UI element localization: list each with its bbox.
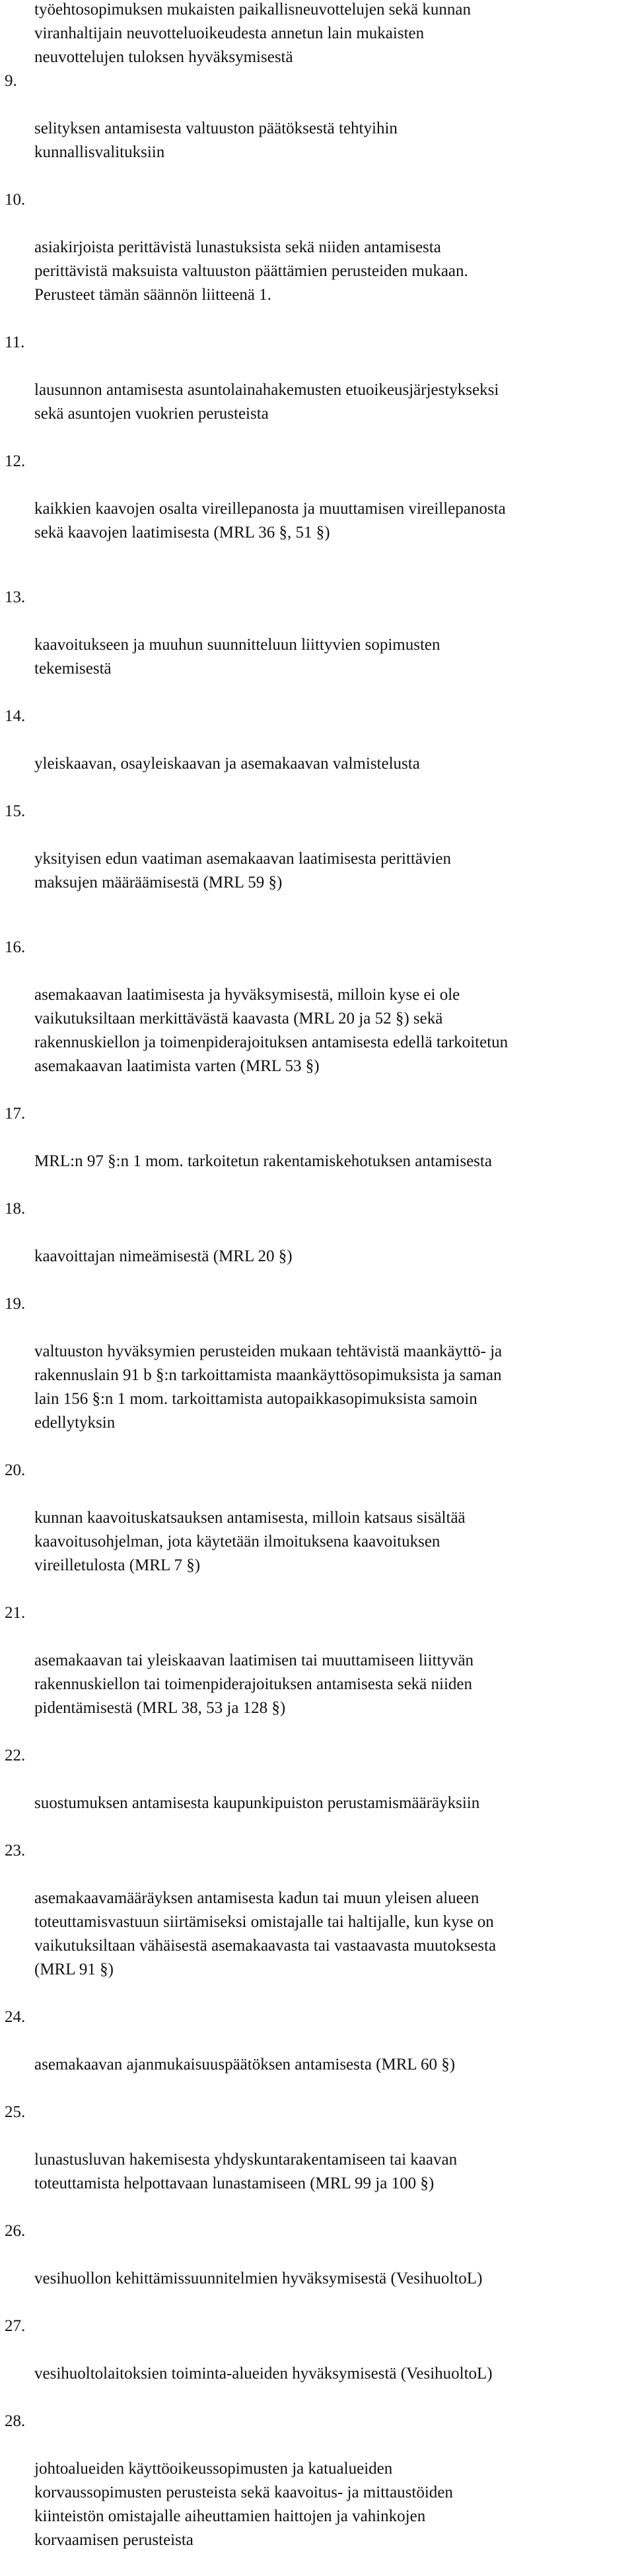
item-number: 13. — [5, 588, 26, 606]
item-text: asemakaavan tai yleiskaavan laatimisen tai muuttamiseen liittyvän rakennuskiellon tai toimenpiderajoituksen antamisesta sekä niiden pidentämisestä (MRL 38, 53 ja 128 §) — [34, 1652, 474, 1717]
list-item — [0, 1102, 634, 1197]
list-item — [0, 2410, 634, 2576]
item-text: MRL:n 97 §:n 1 mom. tarkoitetun rakentamiskehotuksen antamisesta — [34, 1152, 492, 1170]
item-text: selityksen antamisesta valtuuston päätöksestä tehtyihin kunnallisvalituksiin — [34, 120, 398, 161]
item-number: 9. — [5, 72, 17, 90]
list-item — [0, 450, 634, 569]
item-text: kaavoitukseen ja muuhun suunnitteluun liittyvien sopimusten tekemisestä — [34, 636, 440, 678]
item-text: vesihuollon kehittämissuunnitelmien hyväksymisestä (VesihuoltoL) — [34, 2270, 483, 2287]
list-item — [0, 2219, 634, 2315]
item-text: lausunnon antamisesta asuntolainahakemusten etuoikeusjärjestykseksi sekä asuntojen vuokrien perusteista — [34, 381, 499, 423]
item-number: 17. — [5, 1105, 26, 1123]
list-item — [0, 1459, 634, 1601]
item-number: 14. — [5, 707, 26, 725]
item-number: 16. — [5, 938, 26, 956]
item-number: 12. — [5, 452, 26, 470]
continuation-paragraph: työehtosopimuksen mukaisten paikallisneuvottelujen sekä kunnan viranhaltijain neuvotteluoikeudesta annetun lain mukaisten neuvottelujen tuloksen hyväksymisestä — [34, 1, 471, 66]
item-number: 28. — [5, 2412, 26, 2430]
list-item — [0, 188, 634, 331]
list-item — [0, 1601, 634, 1744]
list-item — [0, 2005, 634, 2101]
list-item — [0, 705, 634, 800]
list-item — [0, 2315, 634, 2410]
item-number: 11. — [5, 333, 25, 351]
list-item — [0, 69, 634, 188]
item-number: 25. — [5, 2103, 26, 2121]
item-text: johtoalueiden käyttöoikeussopimusten ja katualueiden korvaussopimusten perusteista sekä kaavoitus- ja mittaustöiden kiinteistön omistajalle aiheuttamien haittojen ja vahinkojen korvaamisen perusteista — [34, 2460, 453, 2549]
item-number: 15. — [5, 802, 26, 820]
item-text: yleiskaavan, osayleiskaavan ja asemakaavan valmistelusta — [34, 755, 420, 773]
item-number: 21. — [5, 1604, 26, 1622]
item-text: lunastusluvan hakemisesta yhdyskuntarakentamiseen tai kaavan toteuttamista helpottavaan lunastamiseen (MRL 99 ja 100 §) — [34, 2151, 458, 2192]
list-item — [0, 331, 634, 450]
item-number: 10. — [5, 191, 26, 209]
item-text: suostumuksen antamisesta kaupunkipuiston perustamismääräyksiin — [34, 1794, 480, 1812]
item-number: 27. — [5, 2317, 26, 2335]
item-number: 19. — [5, 1295, 26, 1313]
item-text: kunnan kaavoituskatsauksen antamisesta, milloin katsaus sisältää kaavoitusohjelman, jota käytetään ilmoituksena kaavoituksen vireilletulosta (MRL 7 §) — [34, 1509, 466, 1574]
item-text: vesihuoltolaitoksien toiminta-alueiden hyväksymisestä (VesihuoltoL) — [34, 2365, 493, 2383]
item-text: yksityisen edun vaatiman asemakaavan laatimisesta perittävien maksujen määräämisestä (MRL 59 §) — [34, 850, 452, 891]
list-item — [0, 936, 634, 1102]
item-text: asiakirjoista perittävistä lunastuksista sekä niiden antamisesta perittävistä maksuista valtuuston päättämien perusteiden mukaan. Perusteet tämän säännön liitteenä 1. — [34, 238, 468, 304]
item-number: 22. — [5, 1747, 26, 1764]
item-number: 26. — [5, 2222, 26, 2240]
item-number: 20. — [5, 1461, 26, 1479]
item-text: kaavoittajan nimeämisestä (MRL 20 §) — [34, 1247, 293, 1265]
list-item — [0, 2101, 634, 2219]
list-item — [0, 1197, 634, 1292]
list-item — [0, 1839, 634, 2005]
item-number: 23. — [5, 1842, 26, 1860]
list-item — [0, 1744, 634, 1839]
list-item — [0, 586, 634, 705]
item-number: 24. — [5, 2008, 26, 2026]
list-item — [0, 1292, 634, 1459]
list-item — [0, 800, 634, 919]
item-text: kaikkien kaavojen osalta vireillepanosta ja muuttamisen vireillepanosta sekä kaavojen laatimisesta (MRL 36 §, 51 §) — [34, 500, 506, 541]
item-text: asemakaavamääräyksen antamisesta kadun tai muun yleisen alueen toteuttamisvastuun siirtämiseksi omistajalle tai haltijalle, kun kyse on vaikutuksiltaan vähäisestä asemakaavasta tai vastaavasta muutoksesta (MRL 91 §) — [34, 1889, 497, 1978]
item-number: 18. — [5, 1200, 26, 1218]
item-text: asemakaavan ajanmukaisuuspäätöksen antamisesta (MRL 60 §) — [34, 2056, 456, 2073]
item-text: valtuuston hyväksymien perusteiden mukaan tehtävistä maankäyttö- ja rakennuslain 91 b §:n tarkoittamista maankäyttösopimuksista ja saman lain 156 §:n 1 mom. tarkoittamista autopaikkasopimuksista samoin edellytyksin — [34, 1342, 503, 1432]
item-text: asemakaavan laatimisesta ja hyväksymisestä, milloin kyse ei ole vaikutuksiltaan merkittävästä kaavasta (MRL 20 ja 52 §) sekä rakennuskiellon ja toimenpiderajoituksen antamisesta edellä tarkoitetun asemakaavan laatimista varten (MRL 53 §) — [34, 986, 509, 1075]
